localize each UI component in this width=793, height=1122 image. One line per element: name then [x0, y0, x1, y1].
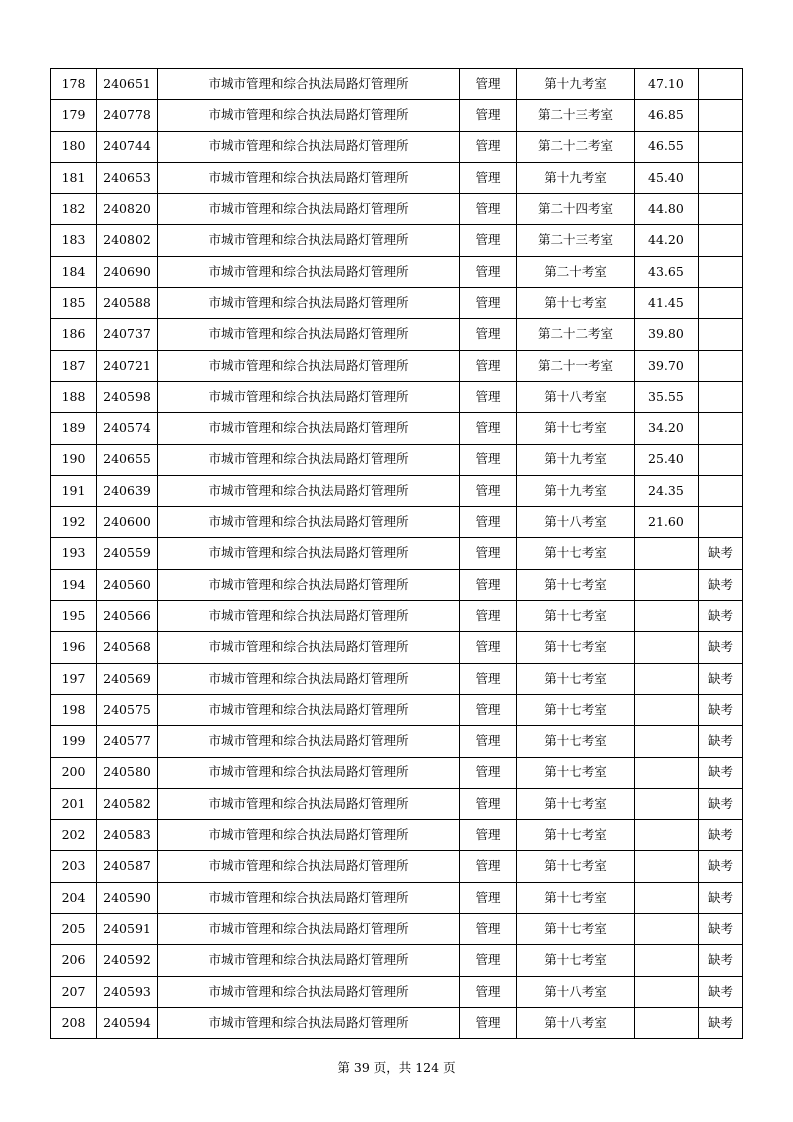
exam-room-cell: 第十七考室	[517, 945, 635, 976]
exam-room-cell: 第十九考室	[517, 69, 635, 100]
table-row	[51, 100, 743, 131]
unit-name-cell: 市城市管理和综合执法局路灯管理所	[158, 350, 460, 381]
exam-room-cell: 第十九考室	[517, 475, 635, 506]
note-cell	[699, 256, 743, 287]
position-cell: 管理	[460, 100, 517, 131]
note-cell: 缺考	[699, 788, 743, 819]
exam-id-cell: 240575	[97, 694, 158, 725]
note-cell	[699, 100, 743, 131]
exam-id-cell: 240592	[97, 945, 158, 976]
score-cell	[635, 788, 699, 819]
exam-id-cell: 240560	[97, 569, 158, 600]
exam-room-cell: 第十七考室	[517, 726, 635, 757]
score-cell: 46.85	[635, 100, 699, 131]
unit-name-cell: 市城市管理和综合执法局路灯管理所	[158, 757, 460, 788]
position-cell: 管理	[460, 444, 517, 475]
note-cell	[699, 413, 743, 444]
exam-id-cell: 240577	[97, 726, 158, 757]
unit-name-cell: 市城市管理和综合执法局路灯管理所	[158, 475, 460, 506]
position-cell: 管理	[460, 1007, 517, 1038]
row-number-cell: 199	[51, 726, 97, 757]
position-cell: 管理	[460, 945, 517, 976]
note-cell	[699, 319, 743, 350]
score-cell: 41.45	[635, 288, 699, 319]
unit-name-cell: 市城市管理和综合执法局路灯管理所	[158, 538, 460, 569]
note-cell	[699, 288, 743, 319]
row-number-cell: 195	[51, 601, 97, 632]
note-cell	[699, 507, 743, 538]
unit-name-cell: 市城市管理和综合执法局路灯管理所	[158, 319, 460, 350]
position-cell: 管理	[460, 788, 517, 819]
row-number-cell: 192	[51, 507, 97, 538]
row-number-cell: 178	[51, 69, 97, 100]
exam-room-cell: 第十八考室	[517, 976, 635, 1007]
position-cell: 管理	[460, 820, 517, 851]
table-body	[51, 69, 743, 1039]
position-cell: 管理	[460, 194, 517, 225]
unit-name-cell: 市城市管理和综合执法局路灯管理所	[158, 632, 460, 663]
note-cell	[699, 69, 743, 100]
note-cell: 缺考	[699, 976, 743, 1007]
exam-room-cell: 第十八考室	[517, 381, 635, 412]
row-number-cell: 183	[51, 225, 97, 256]
table-row	[51, 976, 743, 1007]
score-cell	[635, 569, 699, 600]
row-number-cell: 204	[51, 882, 97, 913]
score-cell: 21.60	[635, 507, 699, 538]
position-cell: 管理	[460, 381, 517, 412]
score-cell	[635, 914, 699, 945]
score-cell	[635, 601, 699, 632]
position-cell: 管理	[460, 162, 517, 193]
table-row	[51, 726, 743, 757]
unit-name-cell: 市城市管理和综合执法局路灯管理所	[158, 288, 460, 319]
exam-id-cell: 240590	[97, 882, 158, 913]
score-cell: 39.70	[635, 350, 699, 381]
unit-name-cell: 市城市管理和综合执法局路灯管理所	[158, 194, 460, 225]
table-row	[51, 413, 743, 444]
table-row	[51, 538, 743, 569]
position-cell: 管理	[460, 413, 517, 444]
note-cell: 缺考	[699, 601, 743, 632]
table-row	[51, 69, 743, 100]
table-row	[51, 694, 743, 725]
exam-room-cell: 第二十考室	[517, 256, 635, 287]
position-cell: 管理	[460, 288, 517, 319]
unit-name-cell: 市城市管理和综合执法局路灯管理所	[158, 788, 460, 819]
exam-room-cell: 第十七考室	[517, 413, 635, 444]
unit-name-cell: 市城市管理和综合执法局路灯管理所	[158, 882, 460, 913]
score-cell	[635, 976, 699, 1007]
note-cell	[699, 350, 743, 381]
row-number-cell: 200	[51, 757, 97, 788]
position-cell: 管理	[460, 663, 517, 694]
note-cell	[699, 444, 743, 475]
exam-room-cell: 第十七考室	[517, 851, 635, 882]
exam-room-cell: 第十九考室	[517, 162, 635, 193]
table-row	[51, 444, 743, 475]
row-number-cell: 197	[51, 663, 97, 694]
exam-room-cell: 第二十三考室	[517, 225, 635, 256]
note-cell	[699, 131, 743, 162]
unit-name-cell: 市城市管理和综合执法局路灯管理所	[158, 100, 460, 131]
unit-name-cell: 市城市管理和综合执法局路灯管理所	[158, 663, 460, 694]
unit-name-cell: 市城市管理和综合执法局路灯管理所	[158, 601, 460, 632]
row-number-cell: 184	[51, 256, 97, 287]
row-number-cell: 193	[51, 538, 97, 569]
score-cell	[635, 882, 699, 913]
score-cell	[635, 726, 699, 757]
score-cell: 24.35	[635, 475, 699, 506]
exam-id-cell: 240721	[97, 350, 158, 381]
row-number-cell: 196	[51, 632, 97, 663]
row-number-cell: 180	[51, 131, 97, 162]
exam-id-cell: 240737	[97, 319, 158, 350]
table-row	[51, 882, 743, 913]
note-cell	[699, 475, 743, 506]
note-cell: 缺考	[699, 726, 743, 757]
exam-room-cell: 第十七考室	[517, 788, 635, 819]
row-number-cell: 191	[51, 475, 97, 506]
unit-name-cell: 市城市管理和综合执法局路灯管理所	[158, 381, 460, 412]
exam-id-cell: 240778	[97, 100, 158, 131]
position-cell: 管理	[460, 319, 517, 350]
position-cell: 管理	[460, 882, 517, 913]
position-cell: 管理	[460, 976, 517, 1007]
exam-room-cell: 第十七考室	[517, 538, 635, 569]
row-number-cell: 206	[51, 945, 97, 976]
table-row	[51, 601, 743, 632]
note-cell: 缺考	[699, 851, 743, 882]
table-row	[51, 131, 743, 162]
row-number-cell: 186	[51, 319, 97, 350]
position-cell: 管理	[460, 914, 517, 945]
exam-id-cell: 240587	[97, 851, 158, 882]
unit-name-cell: 市城市管理和综合执法局路灯管理所	[158, 945, 460, 976]
exam-id-cell: 240574	[97, 413, 158, 444]
score-cell	[635, 1007, 699, 1038]
unit-name-cell: 市城市管理和综合执法局路灯管理所	[158, 851, 460, 882]
exam-id-cell: 240600	[97, 507, 158, 538]
table-row	[51, 225, 743, 256]
row-number-cell: 190	[51, 444, 97, 475]
table-row	[51, 851, 743, 882]
unit-name-cell: 市城市管理和综合执法局路灯管理所	[158, 507, 460, 538]
note-cell: 缺考	[699, 632, 743, 663]
row-number-cell: 202	[51, 820, 97, 851]
exam-id-cell: 240802	[97, 225, 158, 256]
note-cell: 缺考	[699, 914, 743, 945]
exam-id-cell: 240820	[97, 194, 158, 225]
exam-room-cell: 第十七考室	[517, 601, 635, 632]
position-cell: 管理	[460, 69, 517, 100]
exam-room-cell: 第二十四考室	[517, 194, 635, 225]
table-row	[51, 757, 743, 788]
row-number-cell: 182	[51, 194, 97, 225]
position-cell: 管理	[460, 507, 517, 538]
table-row	[51, 1007, 743, 1038]
score-cell	[635, 538, 699, 569]
exam-room-cell: 第二十一考室	[517, 350, 635, 381]
position-cell: 管理	[460, 538, 517, 569]
position-cell: 管理	[460, 225, 517, 256]
row-number-cell: 188	[51, 381, 97, 412]
table-row	[51, 820, 743, 851]
position-cell: 管理	[460, 256, 517, 287]
note-cell: 缺考	[699, 538, 743, 569]
exam-id-cell: 240593	[97, 976, 158, 1007]
exam-id-cell: 240598	[97, 381, 158, 412]
score-cell: 44.80	[635, 194, 699, 225]
unit-name-cell: 市城市管理和综合执法局路灯管理所	[158, 694, 460, 725]
row-number-cell: 208	[51, 1007, 97, 1038]
exam-id-cell: 240594	[97, 1007, 158, 1038]
score-cell	[635, 632, 699, 663]
note-cell: 缺考	[699, 945, 743, 976]
row-number-cell: 201	[51, 788, 97, 819]
exam-id-cell: 240569	[97, 663, 158, 694]
exam-room-cell: 第十八考室	[517, 507, 635, 538]
exam-room-cell: 第十七考室	[517, 569, 635, 600]
unit-name-cell: 市城市管理和综合执法局路灯管理所	[158, 131, 460, 162]
table-row	[51, 256, 743, 287]
exam-room-cell: 第二十二考室	[517, 319, 635, 350]
position-cell: 管理	[460, 726, 517, 757]
score-cell	[635, 820, 699, 851]
exam-id-cell: 240582	[97, 788, 158, 819]
note-cell: 缺考	[699, 694, 743, 725]
row-number-cell: 181	[51, 162, 97, 193]
exam-room-cell: 第十七考室	[517, 882, 635, 913]
exam-id-cell: 240651	[97, 69, 158, 100]
exam-room-cell: 第十七考室	[517, 820, 635, 851]
score-cell: 39.80	[635, 319, 699, 350]
position-cell: 管理	[460, 475, 517, 506]
table-row	[51, 788, 743, 819]
exam-id-cell: 240583	[97, 820, 158, 851]
table-row	[51, 632, 743, 663]
unit-name-cell: 市城市管理和综合执法局路灯管理所	[158, 726, 460, 757]
position-cell: 管理	[460, 350, 517, 381]
exam-room-cell: 第十七考室	[517, 632, 635, 663]
exam-room-cell: 第十八考室	[517, 1007, 635, 1038]
unit-name-cell: 市城市管理和综合执法局路灯管理所	[158, 914, 460, 945]
exam-room-cell: 第二十三考室	[517, 100, 635, 131]
note-cell: 缺考	[699, 1007, 743, 1038]
position-cell: 管理	[460, 851, 517, 882]
unit-name-cell: 市城市管理和综合执法局路灯管理所	[158, 69, 460, 100]
note-cell	[699, 381, 743, 412]
row-number-cell: 207	[51, 976, 97, 1007]
exam-room-cell: 第十七考室	[517, 663, 635, 694]
exam-id-cell: 240744	[97, 131, 158, 162]
table-row	[51, 319, 743, 350]
score-cell: 43.65	[635, 256, 699, 287]
unit-name-cell: 市城市管理和综合执法局路灯管理所	[158, 225, 460, 256]
position-cell: 管理	[460, 601, 517, 632]
table-row	[51, 288, 743, 319]
table-row	[51, 475, 743, 506]
exam-room-cell: 第十九考室	[517, 444, 635, 475]
score-cell	[635, 757, 699, 788]
position-cell: 管理	[460, 131, 517, 162]
exam-id-cell: 240655	[97, 444, 158, 475]
exam-id-cell: 240639	[97, 475, 158, 506]
row-number-cell: 198	[51, 694, 97, 725]
row-number-cell: 179	[51, 100, 97, 131]
note-cell	[699, 162, 743, 193]
row-number-cell: 189	[51, 413, 97, 444]
score-cell: 25.40	[635, 444, 699, 475]
note-cell	[699, 225, 743, 256]
score-cell: 45.40	[635, 162, 699, 193]
position-cell: 管理	[460, 757, 517, 788]
position-cell: 管理	[460, 569, 517, 600]
unit-name-cell: 市城市管理和综合执法局路灯管理所	[158, 444, 460, 475]
exam-room-cell: 第十七考室	[517, 757, 635, 788]
table-row	[51, 381, 743, 412]
exam-room-cell: 第十七考室	[517, 914, 635, 945]
note-cell: 缺考	[699, 882, 743, 913]
exam-id-cell: 240591	[97, 914, 158, 945]
score-cell	[635, 945, 699, 976]
score-cell: 44.20	[635, 225, 699, 256]
table-row	[51, 162, 743, 193]
row-number-cell: 185	[51, 288, 97, 319]
score-cell: 47.10	[635, 69, 699, 100]
row-number-cell: 205	[51, 914, 97, 945]
unit-name-cell: 市城市管理和综合执法局路灯管理所	[158, 976, 460, 1007]
position-cell: 管理	[460, 694, 517, 725]
table-row	[51, 350, 743, 381]
unit-name-cell: 市城市管理和综合执法局路灯管理所	[158, 1007, 460, 1038]
score-cell	[635, 663, 699, 694]
exam-id-cell: 240690	[97, 256, 158, 287]
exam-id-cell: 240588	[97, 288, 158, 319]
exam-room-cell: 第十七考室	[517, 694, 635, 725]
table-row	[51, 569, 743, 600]
table-row	[51, 945, 743, 976]
note-cell: 缺考	[699, 663, 743, 694]
unit-name-cell: 市城市管理和综合执法局路灯管理所	[158, 162, 460, 193]
exam-id-cell: 240559	[97, 538, 158, 569]
exam-id-cell: 240566	[97, 601, 158, 632]
table-row	[51, 194, 743, 225]
unit-name-cell: 市城市管理和综合执法局路灯管理所	[158, 820, 460, 851]
score-cell	[635, 851, 699, 882]
exam-id-cell: 240568	[97, 632, 158, 663]
exam-room-cell: 第十七考室	[517, 288, 635, 319]
row-number-cell: 203	[51, 851, 97, 882]
score-cell: 35.55	[635, 381, 699, 412]
unit-name-cell: 市城市管理和综合执法局路灯管理所	[158, 569, 460, 600]
note-cell: 缺考	[699, 757, 743, 788]
note-cell: 缺考	[699, 820, 743, 851]
score-cell: 46.55	[635, 131, 699, 162]
row-number-cell: 187	[51, 350, 97, 381]
unit-name-cell: 市城市管理和综合执法局路灯管理所	[158, 413, 460, 444]
table-row	[51, 507, 743, 538]
unit-name-cell: 市城市管理和综合执法局路灯管理所	[158, 256, 460, 287]
exam-id-cell: 240580	[97, 757, 158, 788]
page-number-footer: 第 39 页，共 124 页	[337, 1060, 456, 1075]
table-row	[51, 914, 743, 945]
score-cell: 34.20	[635, 413, 699, 444]
note-cell	[699, 194, 743, 225]
score-table	[50, 68, 743, 1039]
note-cell: 缺考	[699, 569, 743, 600]
position-cell: 管理	[460, 632, 517, 663]
exam-room-cell: 第二十二考室	[517, 131, 635, 162]
exam-id-cell: 240653	[97, 162, 158, 193]
table-row	[51, 663, 743, 694]
row-number-cell: 194	[51, 569, 97, 600]
score-cell	[635, 694, 699, 725]
